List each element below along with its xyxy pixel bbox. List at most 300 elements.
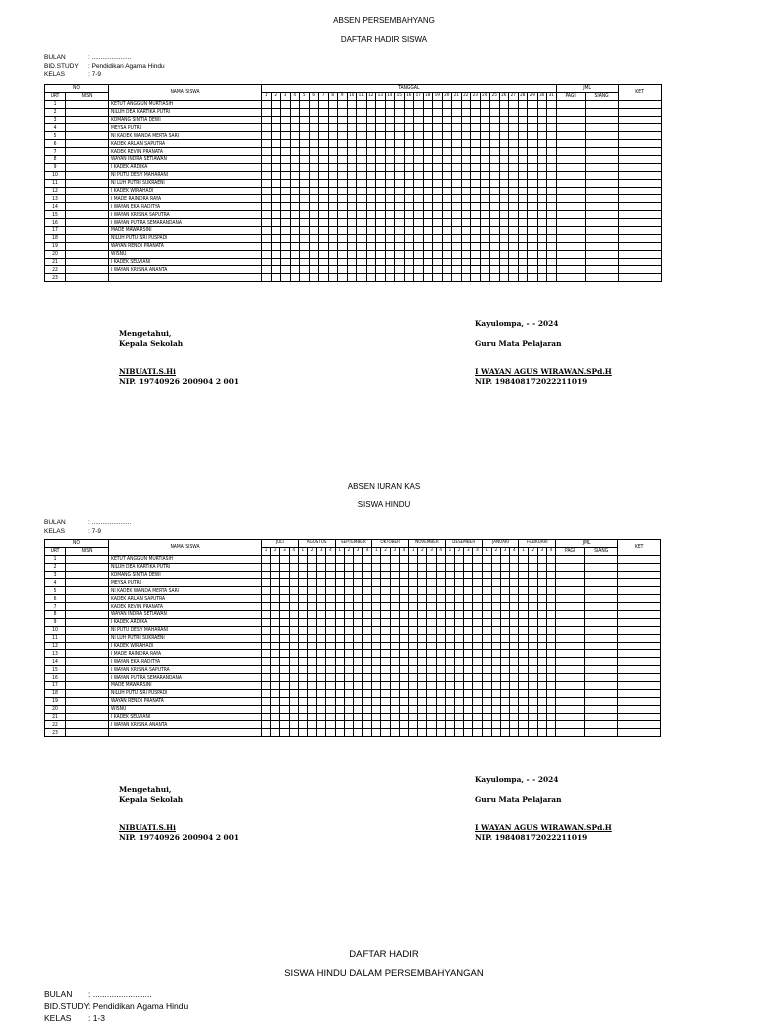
blank-cell — [300, 234, 310, 242]
blank-cell — [436, 618, 445, 626]
blank-cell — [317, 705, 326, 713]
blank-cell — [618, 571, 661, 579]
blank-cell — [461, 250, 471, 258]
blank-cell — [436, 634, 445, 642]
blank-cell — [537, 682, 546, 690]
blank-cell — [464, 634, 473, 642]
blank-cell — [418, 571, 427, 579]
week-header: 3 — [427, 547, 436, 555]
blank-cell — [381, 721, 390, 729]
blank-cell — [363, 705, 372, 713]
blank-cell — [404, 203, 414, 211]
blank-cell — [289, 555, 298, 563]
blank-cell — [471, 179, 481, 187]
blank-cell — [317, 666, 326, 674]
blank-cell — [482, 721, 491, 729]
blank-cell — [480, 124, 490, 132]
blank-cell — [262, 666, 271, 674]
row-number: 21 — [45, 713, 66, 721]
blank-cell — [510, 642, 519, 650]
blank-cell — [537, 108, 547, 116]
blank-cell — [537, 211, 547, 219]
week-header: 1 — [372, 547, 381, 555]
blank-cell — [418, 705, 427, 713]
blank-cell — [547, 124, 557, 132]
blank-cell — [528, 132, 538, 140]
blank-cell — [381, 689, 390, 697]
blank-cell — [464, 674, 473, 682]
blank-cell — [404, 211, 414, 219]
student-name: I KADEK ARDIKA — [109, 163, 262, 171]
blank-cell — [290, 132, 300, 140]
blank-cell — [271, 148, 281, 156]
blank-cell — [414, 124, 424, 132]
blank-cell — [461, 203, 471, 211]
blank-cell — [281, 140, 291, 148]
blank-cell — [335, 705, 344, 713]
blank-cell — [399, 650, 408, 658]
blank-cell — [399, 571, 408, 579]
blank-cell — [519, 571, 528, 579]
student-name: NILUH PUTU SRI PUSPADI — [109, 234, 262, 242]
week-header: 1 — [298, 547, 307, 555]
row-number: 15 — [45, 666, 66, 674]
blank-cell — [618, 658, 661, 666]
blank-cell — [618, 250, 661, 258]
blank-cell — [372, 658, 381, 666]
blank-cell — [335, 579, 344, 587]
blank-cell — [618, 179, 661, 187]
blank-cell — [433, 242, 443, 250]
blank-cell — [501, 697, 510, 705]
blank-cell — [556, 258, 585, 266]
blank-cell — [326, 713, 335, 721]
blank-cell — [385, 163, 395, 171]
week-header: 2 — [418, 547, 427, 555]
week-header: 4 — [326, 547, 335, 555]
blank-cell — [556, 587, 585, 595]
blank-cell — [385, 250, 395, 258]
blank-cell — [395, 203, 405, 211]
blank-cell — [464, 611, 473, 619]
blank-cell — [445, 689, 454, 697]
student-name: MEYSA PUTRI — [109, 124, 262, 132]
blank-cell — [290, 116, 300, 124]
blank-cell — [499, 203, 509, 211]
blank-cell — [307, 721, 316, 729]
blank-cell — [618, 219, 661, 227]
blank-cell — [372, 595, 381, 603]
blank-cell — [347, 108, 357, 116]
blank-cell — [353, 579, 362, 587]
table-row — [45, 140, 662, 148]
blank-cell — [347, 179, 357, 187]
blank-cell — [418, 658, 427, 666]
blank-cell — [482, 595, 491, 603]
blank-cell — [480, 274, 490, 282]
table-row — [45, 219, 662, 227]
blank-cell — [490, 108, 500, 116]
blank-cell — [281, 163, 291, 171]
row-number: 10 — [45, 626, 66, 634]
blank-cell — [528, 274, 538, 282]
blank-cell — [385, 195, 395, 203]
blank-cell — [618, 555, 661, 563]
blank-cell — [298, 595, 307, 603]
blank-cell — [376, 116, 386, 124]
nisn-cell — [66, 618, 109, 626]
week-header: 2 — [455, 547, 464, 555]
blank-cell — [335, 626, 344, 634]
blank-cell — [480, 187, 490, 195]
blank-cell — [395, 227, 405, 235]
blank-cell — [357, 266, 367, 274]
student-name: NI PUTU DESY MAHARANI — [109, 626, 262, 634]
blank-cell — [280, 571, 289, 579]
blank-cell — [537, 650, 546, 658]
blank-cell — [556, 250, 585, 258]
blank-cell — [423, 195, 433, 203]
blank-cell — [289, 729, 298, 737]
blank-cell — [528, 563, 537, 571]
blank-cell — [363, 618, 372, 626]
blank-cell — [262, 658, 271, 666]
blank-cell — [423, 100, 433, 108]
section2-meta — [44, 519, 131, 536]
blank-cell — [395, 234, 405, 242]
blank-cell — [404, 242, 414, 250]
blank-cell — [262, 555, 271, 563]
blank-cell — [490, 219, 500, 227]
blank-cell — [347, 234, 357, 242]
blank-cell — [319, 171, 329, 179]
blank-cell — [427, 682, 436, 690]
blank-cell — [480, 203, 490, 211]
blank-cell — [390, 642, 399, 650]
blank-cell — [376, 171, 386, 179]
blank-cell — [289, 674, 298, 682]
blank-cell — [537, 258, 547, 266]
blank-cell — [464, 571, 473, 579]
blank-cell — [328, 250, 338, 258]
blank-cell — [335, 721, 344, 729]
blank-cell — [618, 713, 661, 721]
blank-cell — [585, 132, 618, 140]
blank-cell — [501, 713, 510, 721]
blank-cell — [418, 603, 427, 611]
blank-cell — [399, 563, 408, 571]
day-header: 7 — [319, 92, 329, 100]
student-name: NI LUH PUTRI SUKRAENI — [109, 179, 262, 187]
blank-cell — [547, 179, 557, 187]
blank-cell — [409, 563, 418, 571]
blank-cell — [390, 713, 399, 721]
blank-cell — [338, 148, 348, 156]
blank-cell — [455, 634, 464, 642]
blank-cell — [537, 100, 547, 108]
blank-cell — [347, 100, 357, 108]
blank-cell — [452, 108, 462, 116]
blank-cell — [366, 100, 376, 108]
blank-cell — [347, 227, 357, 235]
blank-cell — [491, 563, 500, 571]
blank-cell — [427, 650, 436, 658]
blank-cell — [537, 274, 547, 282]
week-header: 4 — [510, 547, 519, 555]
blank-cell — [363, 658, 372, 666]
blank-cell — [376, 250, 386, 258]
blank-cell — [357, 100, 367, 108]
blank-cell — [399, 555, 408, 563]
blank-cell — [309, 163, 319, 171]
blank-cell — [328, 179, 338, 187]
blank-cell — [395, 140, 405, 148]
row-number: 17 — [45, 682, 66, 690]
row-number: 23 — [45, 729, 66, 737]
blank-cell — [399, 729, 408, 737]
blank-cell — [433, 195, 443, 203]
blank-cell — [445, 618, 454, 626]
blank-cell — [556, 705, 585, 713]
blank-cell — [482, 650, 491, 658]
blank-cell — [414, 140, 424, 148]
blank-cell — [363, 555, 372, 563]
cash-dues-table — [44, 539, 661, 737]
blank-cell — [298, 713, 307, 721]
blank-cell — [338, 227, 348, 235]
blank-cell — [399, 603, 408, 611]
blank-cell — [473, 595, 482, 603]
teacher-nip: NIP. 198408172022211019 — [475, 833, 588, 842]
blank-cell — [418, 618, 427, 626]
blank-cell — [281, 156, 291, 164]
blank-cell — [289, 571, 298, 579]
blank-cell — [262, 674, 271, 682]
blank-cell — [300, 274, 310, 282]
blank-cell — [414, 132, 424, 140]
blank-cell — [585, 634, 618, 642]
blank-cell — [519, 729, 528, 737]
blank-cell — [289, 579, 298, 587]
blank-cell — [414, 227, 424, 235]
student-name: WAYAN INDRA SETIAWAN — [109, 611, 262, 619]
blank-cell — [537, 163, 547, 171]
table-row — [45, 211, 662, 219]
blank-cell — [366, 148, 376, 156]
blank-cell — [338, 266, 348, 274]
blank-cell — [381, 658, 390, 666]
row-number: 11 — [45, 179, 66, 187]
blank-cell — [455, 689, 464, 697]
blank-cell — [482, 705, 491, 713]
blank-cell — [372, 729, 381, 737]
blank-cell — [556, 156, 585, 164]
blank-cell — [366, 274, 376, 282]
blank-cell — [442, 179, 452, 187]
place-date: Kayulompa, - - 2024 — [475, 775, 559, 784]
blank-cell — [418, 721, 427, 729]
blank-cell — [528, 721, 537, 729]
blank-cell — [271, 650, 280, 658]
blank-cell — [491, 682, 500, 690]
blank-cell — [409, 587, 418, 595]
blank-cell — [366, 219, 376, 227]
blank-cell — [409, 666, 418, 674]
table-row — [45, 587, 661, 595]
blank-cell — [418, 689, 427, 697]
blank-cell — [262, 171, 272, 179]
nisn-cell — [66, 195, 109, 203]
row-number: 12 — [45, 642, 66, 650]
student-name: I WAYAN KRISNA SAPUTRA — [109, 211, 262, 219]
blank-cell — [381, 618, 390, 626]
blank-cell — [473, 571, 482, 579]
blank-cell — [357, 171, 367, 179]
blank-cell — [436, 603, 445, 611]
blank-cell — [395, 171, 405, 179]
blank-cell — [501, 705, 510, 713]
blank-cell — [363, 729, 372, 737]
blank-cell — [445, 642, 454, 650]
table-row — [45, 650, 661, 658]
blank-cell — [528, 626, 537, 634]
blank-cell — [357, 250, 367, 258]
row-number: 19 — [45, 242, 66, 250]
blank-cell — [518, 274, 528, 282]
blank-cell — [414, 242, 424, 250]
blank-cell — [338, 108, 348, 116]
blank-cell — [326, 595, 335, 603]
student-name: NI KADEK WANDA MERTA SARI — [109, 132, 262, 140]
blank-cell — [556, 713, 585, 721]
nisn-cell — [66, 156, 109, 164]
table-row — [45, 634, 661, 642]
student-name: NI LUH PUTRI SUKRAENI — [109, 634, 262, 642]
blank-cell — [509, 258, 519, 266]
nisn-cell — [66, 227, 109, 235]
row-number: 20 — [45, 250, 66, 258]
blank-cell — [271, 187, 281, 195]
table-row — [45, 563, 661, 571]
blank-cell — [357, 124, 367, 132]
blank-cell — [390, 721, 399, 729]
blank-cell — [547, 156, 557, 164]
week-header: 1 — [519, 547, 528, 555]
blank-cell — [491, 555, 500, 563]
blank-cell — [390, 666, 399, 674]
nisn-cell — [66, 266, 109, 274]
blank-cell — [281, 148, 291, 156]
blank-cell — [399, 579, 408, 587]
blank-cell — [464, 682, 473, 690]
blank-cell — [556, 642, 585, 650]
row-number: 5 — [45, 587, 66, 595]
blank-cell — [482, 729, 491, 737]
blank-cell — [262, 595, 271, 603]
blank-cell — [309, 148, 319, 156]
blank-cell — [381, 713, 390, 721]
blank-cell — [414, 211, 424, 219]
blank-cell — [300, 242, 310, 250]
blank-cell — [546, 705, 555, 713]
row-number: 8 — [45, 156, 66, 164]
blank-cell — [347, 250, 357, 258]
blank-cell — [409, 697, 418, 705]
table-row — [45, 266, 662, 274]
blank-cell — [289, 713, 298, 721]
blank-cell — [262, 563, 271, 571]
blank-cell — [289, 666, 298, 674]
blank-cell — [445, 634, 454, 642]
blank-cell — [289, 626, 298, 634]
blank-cell — [317, 634, 326, 642]
blank-cell — [366, 156, 376, 164]
blank-cell — [455, 579, 464, 587]
blank-cell — [455, 571, 464, 579]
student-name: MEYSA PUTRI — [109, 579, 262, 587]
student-name: WAYAN INDRA SETIAWAN — [109, 156, 262, 164]
blank-cell — [556, 658, 585, 666]
table-row — [45, 187, 662, 195]
day-header: 22 — [461, 92, 471, 100]
blank-cell — [372, 603, 381, 611]
row-number: 3 — [45, 116, 66, 124]
blank-cell — [585, 705, 618, 713]
blank-cell — [464, 603, 473, 611]
blank-cell — [471, 156, 481, 164]
blank-cell — [528, 571, 537, 579]
blank-cell — [280, 705, 289, 713]
blank-cell — [427, 697, 436, 705]
blank-cell — [501, 721, 510, 729]
blank-cell — [490, 266, 500, 274]
blank-cell — [471, 203, 481, 211]
nisn-cell — [66, 171, 109, 179]
blank-cell — [537, 697, 546, 705]
blank-cell — [344, 579, 353, 587]
col-jml: JML — [556, 540, 618, 548]
blank-cell — [317, 674, 326, 682]
blank-cell — [491, 626, 500, 634]
blank-cell — [319, 116, 329, 124]
blank-cell — [399, 595, 408, 603]
blank-cell — [309, 132, 319, 140]
blank-cell — [433, 140, 443, 148]
blank-cell — [289, 611, 298, 619]
blank-cell — [390, 634, 399, 642]
blank-cell — [335, 618, 344, 626]
blank-cell — [319, 187, 329, 195]
blank-cell — [473, 658, 482, 666]
blank-cell — [395, 187, 405, 195]
blank-cell — [537, 587, 546, 595]
blank-cell — [300, 116, 310, 124]
blank-cell — [519, 579, 528, 587]
blank-cell — [298, 697, 307, 705]
blank-cell — [509, 108, 519, 116]
blank-cell — [381, 595, 390, 603]
blank-cell — [376, 148, 386, 156]
blank-cell — [537, 634, 546, 642]
blank-cell — [280, 682, 289, 690]
blank-cell — [366, 266, 376, 274]
blank-cell — [366, 108, 376, 116]
blank-cell — [289, 642, 298, 650]
blank-cell — [390, 705, 399, 713]
blank-cell — [473, 603, 482, 611]
blank-cell — [307, 650, 316, 658]
blank-cell — [480, 219, 490, 227]
